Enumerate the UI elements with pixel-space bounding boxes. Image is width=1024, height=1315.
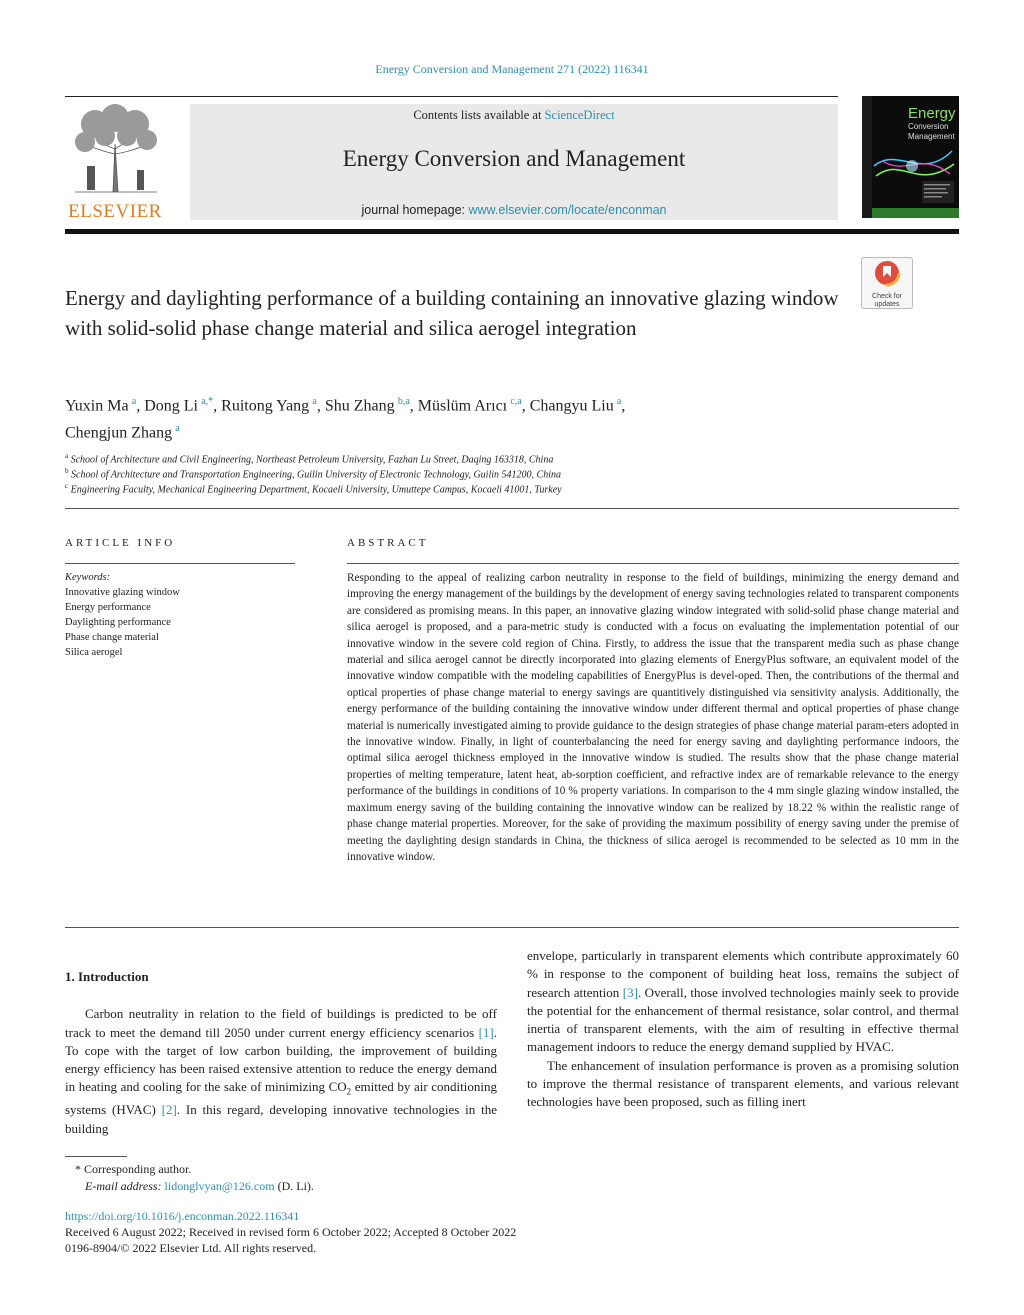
footnotes bbox=[65, 1161, 565, 1195]
keywords-block bbox=[65, 570, 295, 660]
author-affiliation-marker[interactable]: a,* bbox=[201, 396, 214, 407]
elsevier-logo[interactable] bbox=[65, 104, 165, 220]
author-affiliation-marker[interactable]: c,a bbox=[510, 396, 522, 407]
intro-text: Carbon neutrality in relation to the field of buildings is predicted to be off track to meet the demand till 2050 under current energy efficiency scenarios bbox=[65, 1006, 497, 1040]
footnote-rule bbox=[65, 1156, 127, 1157]
author-name[interactable]: Dong Li bbox=[144, 397, 198, 415]
keywords-label: Keywords: bbox=[65, 572, 111, 583]
header-thick-rule bbox=[65, 229, 959, 234]
contents-line bbox=[190, 108, 838, 123]
article-title: Energy and daylighting performance of a building containing an innovative glazing window with solid-solid phase change material and silica aerogel integration bbox=[65, 286, 839, 340]
corresponding-text: Corresponding author. bbox=[84, 1162, 192, 1176]
author-name[interactable]: Müslüm Arıcı bbox=[417, 397, 508, 415]
author-affiliation-marker[interactable]: a bbox=[131, 396, 137, 407]
homepage-prefix: journal homepage: bbox=[361, 203, 469, 217]
journal-title: Energy Conversion and Management bbox=[342, 146, 686, 171]
affiliation-rule bbox=[65, 508, 959, 509]
cover-title bbox=[908, 106, 956, 142]
co2-subscript: 2 bbox=[346, 1087, 352, 1098]
body-text: envelope, particularly in transparent elements which contribute approximately 60 % in response to the component of building heat loss, remains the subject of research attention bbox=[527, 948, 959, 1000]
copyright: 0196-8904/© 2022 Elsevier Ltd. All rights reserved. bbox=[65, 1241, 317, 1255]
body-paragraph: The enhancement of insulation performance is proven as a promising solution to improve the thermal resistance of transparent elements, and various relevant technologies have been proposed, such as filling inert bbox=[527, 1057, 959, 1110]
author-name[interactable]: Ruitong Yang bbox=[221, 397, 310, 415]
intro-text: . In this regard, developing innovative technologies in the building bbox=[65, 1102, 497, 1136]
affiliation-text: School of Architecture and Transportation Engineering, Guilin University of Electronic Technology, Guilin 541200, China bbox=[71, 469, 561, 481]
affiliation-marker: c bbox=[65, 482, 69, 490]
contents-prefix: Contents lists available at bbox=[413, 108, 545, 122]
journal-cover[interactable] bbox=[862, 96, 959, 218]
cover-title-line1: Energy bbox=[908, 105, 956, 122]
doi-link[interactable]: https://doi.org/10.1016/j.enconman.2022.116341 bbox=[65, 1209, 300, 1223]
keyword-item: Silica aerogel bbox=[65, 647, 123, 658]
email-note bbox=[65, 1178, 565, 1195]
author-affiliation-marker[interactable]: a bbox=[616, 396, 622, 407]
cover-title-line3: Management bbox=[908, 132, 955, 141]
affiliation-text: School of Architecture and Civil Engineering, Northeast Petroleum University, Fazhan Lu Street, Daqing 163318, China bbox=[70, 454, 554, 466]
corresponding-note: * Corresponding author. bbox=[75, 1162, 192, 1176]
elsevier-tree-icon bbox=[65, 104, 165, 196]
crossmark-label-line1: Check for bbox=[872, 293, 902, 300]
homepage-link[interactable]: www.elsevier.com/locate/enconman bbox=[468, 203, 667, 217]
affiliation-marker: a bbox=[65, 452, 69, 460]
check-for-updates-badge[interactable] bbox=[861, 257, 913, 309]
affiliation-text: Engineering Faculty, Mechanical Engineering Department, Kocaeli University, Umuttepe Campus, Kocaeli 41001, Turkey bbox=[70, 484, 562, 496]
intro-text: . To cope with the target of low carbon building, the improvement of building energy efficiency has been raised extensive attention to reduce the energy demand in heating and cooling for the sake of minimizing CO bbox=[65, 1024, 497, 1095]
author-affiliation-marker[interactable]: a bbox=[312, 396, 317, 407]
homepage-line bbox=[190, 203, 838, 217]
author-name[interactable]: Chengjun Zhang bbox=[65, 424, 173, 442]
affiliation-marker: b bbox=[65, 467, 69, 475]
crossmark-icon bbox=[862, 258, 912, 288]
abstract-heading: ABSTRACT bbox=[347, 537, 429, 549]
received-dates: Received 6 August 2022; Received in revised form 6 October 2022; Accepted 8 October 2022 bbox=[65, 1225, 517, 1239]
affiliation bbox=[65, 479, 959, 497]
author-list: Yuxin Ma $^a$, Dong Li $^{a,*}$, Ruitong Yang $^a$, Shu Zhang $^{b,a}$, Müslüm Arıcı $^{c,a}$, Changyu Liu $^a$, Chengjun Zhang $^a$ bbox=[65, 396, 626, 442]
left-column bbox=[65, 968, 497, 1138]
journal-banner bbox=[190, 104, 838, 220]
header-rule bbox=[65, 96, 838, 97]
email-label: E-mail address: bbox=[85, 1179, 165, 1193]
crossmark-label-line2: updates bbox=[874, 301, 900, 308]
running-head[interactable]: Energy Conversion and Management 271 (2022) 116341 bbox=[375, 62, 649, 76]
article-info-rule bbox=[65, 563, 295, 564]
keyword-item: Energy performance bbox=[65, 602, 151, 613]
abstract-bottom-rule bbox=[65, 927, 959, 928]
citation-link[interactable]: [2] bbox=[161, 1102, 177, 1118]
citation-link[interactable]: [3] bbox=[622, 984, 638, 1000]
article-info-heading: ARTICLE INFO bbox=[65, 537, 176, 549]
keyword-item: Innovative glazing window bbox=[65, 587, 180, 598]
elsevier-wordmark: ELSEVIER bbox=[68, 201, 162, 222]
body-paragraph bbox=[527, 947, 959, 1057]
intro-text: emitted by air conditioning systems (HVAC) bbox=[65, 1079, 497, 1118]
email-link[interactable]: lidonglvyan@126.com bbox=[164, 1179, 275, 1193]
keyword-item: Daylighting performance bbox=[65, 617, 171, 628]
section-heading: 1. Introduction bbox=[65, 969, 149, 984]
author-name[interactable]: Changyu Liu bbox=[529, 397, 614, 415]
abstract-rule bbox=[347, 563, 959, 564]
bottom-info bbox=[65, 1208, 965, 1256]
author-name[interactable]: Shu Zhang bbox=[324, 397, 395, 415]
author-affiliation-marker[interactable]: a bbox=[175, 423, 180, 435]
cover-title-line2: Conversion bbox=[908, 122, 949, 131]
author-affiliation-marker[interactable]: b,a bbox=[397, 396, 410, 407]
body-text: . Overall, those involved technologies mainly seek to provide the potential for the enhancement of thermal resistance, solar control, and thermal inertia of transparent elements, with the aim of resulting in effective thermal management indoors to reduce the energy demand supplied by HVAC. bbox=[527, 984, 959, 1055]
author-name[interactable]: Yuxin Ma bbox=[65, 397, 129, 415]
intro-paragraph bbox=[65, 1005, 497, 1138]
sciencedirect-link[interactable]: ScienceDirect bbox=[544, 108, 615, 122]
right-column bbox=[527, 947, 959, 1112]
keyword-item: Phase change material bbox=[65, 632, 159, 643]
abstract-text: Responding to the appeal of realizing carbon neutrality in response to the field of buildings, minimizing the energy demand and improving the energy management of the buildings by the development of energy saving technologies related to transparent components are considered as promising means. In this paper, an innovative glazing window integrated with solid-solid phase change material and silica aerogel is proposed, and a para-metric study is conducted with a focus on evaluating the implementation potential of our innovative window in the severe cold region of China. Firstly, to address the issue that the transparent media such as phase change material and silica aerogel cannot be directly incorporated into glazing elements of EnergyPlus software, an equivalent model of the innovative window compatible with the modeling capabilities of EnergyPlus is devel-oped. Then, the contributions of the thermal and optical properties of phase change material to energy savings are quantitively distinguished via sensitivity analysis. Additionally, the energy performance of the building containing the innovative window under different thermal and optical properties of phase change material is numerically investigated aiming to provide guidance to the design strategies of phase change material param-eters adopted in the innovative window. Finally, in light of counterbalancing the need for energy saving and daylighting performance indoors, the optimal silica aerogel thickness employed in the innovative window is studied. The results show that the phase change material properties of melting temperature, latent heat, ab-sorption coefficient, and refractive index are of remarkable relevance to the energy performance of the buildings in conditions of 10 % property variations. In comparison to the 4 mm single glazing window installed, the maximum energy saving of the building containing the innovative window can be realized by 18.22 % within the realistic range of phase change material properties. Moreover, for the sake of providing the maximum possibility of energy saving under the premise of meeting the daylighting design standards in China, the thickness of silica aerogel is recommended to be selected as 10 mm in the innovative window. bbox=[347, 572, 959, 863]
citation-link[interactable]: [1] bbox=[478, 1024, 494, 1040]
crossmark-label bbox=[862, 293, 912, 309]
email-suffix: (D. Li). bbox=[274, 1179, 314, 1193]
